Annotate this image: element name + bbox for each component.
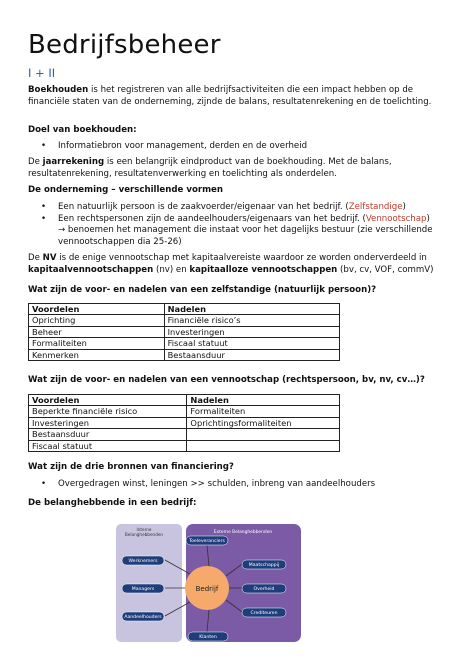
table-cell: [187, 440, 340, 451]
onderneming-list: [28, 202, 448, 248]
table-cell: [187, 429, 340, 440]
table-cell: Oprichtingsformaliteiten: [187, 417, 340, 428]
doel-heading: Doel van boekhouden:: [28, 125, 137, 135]
table-cell: Fiscaal statuut: [29, 440, 187, 451]
list-item: [28, 141, 448, 153]
externe-pill: [242, 560, 286, 569]
externe-pill: [242, 608, 286, 617]
table-vennootschap: [28, 394, 340, 452]
table-header-cell: Voordelen: [29, 304, 165, 315]
table-row: [29, 338, 340, 349]
table-header-cell: Voordelen: [29, 395, 187, 406]
interne-pill: [122, 556, 164, 565]
page-subtitle: I + II: [28, 66, 56, 80]
table-row: [29, 406, 340, 417]
nv-b1: kapitaalvennootschappen: [28, 264, 154, 275]
question-2: Wat zijn de voor- en nadelen van een vennootschap (rechtspersoon, bv, nv, cv…)?: [28, 375, 425, 385]
table-row: [29, 315, 340, 326]
externe-pill-label: Maatschappij: [248, 563, 280, 569]
interne-pill: [122, 584, 164, 593]
doel-item-text: Informatiebron voor management, derden en de overheid: [58, 141, 308, 151]
nv-pre: De: [28, 253, 43, 263]
externe-pill-label: Crediteuren: [250, 611, 278, 617]
item1-red: Zelfstandige: [348, 202, 403, 212]
table-cell: Formaliteiten: [187, 406, 340, 417]
interne-title-line1: Interne: [136, 527, 152, 532]
table-row: [29, 349, 340, 360]
page-title: Bedrijfsbeheer: [28, 30, 221, 60]
nv-mid2: (nv) en: [153, 264, 190, 275]
nv-b2: kapitaalloze vennootschappen: [189, 264, 338, 275]
externe-pill: [242, 584, 286, 593]
nv-mid: is de enige vennootschap met kapitaalvereiste waardoor ze worden onderverdeeld in: [56, 253, 427, 263]
interne-pill-label: Werknemers: [128, 559, 158, 565]
bullet-icon: •: [41, 213, 47, 224]
externe-pill-label: Overheid: [253, 587, 275, 593]
bullet-icon: •: [41, 202, 47, 212]
jaarrekening-term: jaarrekening: [42, 157, 105, 167]
financiering-list: [28, 479, 448, 491]
externe-pill-label: Klanten: [199, 635, 217, 641]
question-3: Wat zijn de drie bronnen van financiering?: [28, 462, 234, 472]
interne-pill-label: Managers: [131, 587, 155, 593]
stakeholder-diagram: [116, 524, 301, 642]
question-4: De belanghebbende in een bedrijf:: [28, 498, 197, 508]
table-cell: Formaliteiten: [29, 338, 165, 349]
table-header-row: [29, 304, 340, 315]
interne-pill: [122, 612, 164, 621]
interne-panel: [116, 524, 182, 642]
nv-paragraph: [28, 253, 448, 276]
intro-text: is het registreren van alle bedrijfsactiviteiten die een impact hebben op de financiële staten van de onderneming, zijnde de balans, resultatenrekening en de toelichting.: [28, 85, 432, 107]
financiering-item: Overgedragen winst, leningen >> schulden, inbreng van aandeelhouders: [58, 479, 376, 489]
table-cell: Investeringen: [164, 326, 339, 337]
externe-pill: [188, 632, 228, 641]
table-header-cell: Nadelen: [164, 304, 339, 315]
nv-end: (bv, cv, VOF, commV): [337, 264, 434, 275]
jaarrekening-pre: De: [28, 157, 43, 167]
jaarrekening-text: is een belangrijk eindproduct van de boekhouding. Met de balans, resultatenrekening, resultatenverwerking en toelichting als onderdelen.: [28, 157, 392, 179]
nv-term: NV: [42, 253, 57, 263]
table-cell: Beheer: [29, 326, 165, 337]
list-item: [28, 202, 448, 214]
table-header-row: [29, 395, 340, 406]
item2-sub: benoemen het management die instaat voor het dagelijks bestuur (zie verschillende vennootschappen dia 25-26): [58, 225, 433, 247]
center-label: Bedrijf: [195, 585, 219, 593]
table-row: [29, 417, 340, 428]
table-row: [29, 326, 340, 337]
table-cell: Kenmerken: [29, 349, 165, 360]
externe-pill-label: Toeleveranciers: [189, 539, 225, 545]
item2-red: Vennootschap: [365, 213, 427, 224]
externe-pill: [186, 536, 228, 545]
table-cell: Oprichting: [29, 315, 165, 326]
interne-title-line2: Belanghebbenden: [124, 532, 164, 537]
table-cell: Bestaansduur: [29, 429, 187, 440]
item2-end: ): [426, 213, 430, 224]
item1-text: Een natuurlijk persoon is de zaakvoerder/eigenaar van het bedrijf. (: [58, 202, 349, 212]
interne-pill-label: Aandeelhouders: [124, 615, 162, 621]
intro-term: Boekhouden: [28, 85, 89, 95]
externe-title: Externe Belanghebbenden: [213, 530, 273, 535]
table-row: [29, 440, 340, 451]
bullet-icon: •: [41, 141, 47, 151]
arrow-icon: →: [58, 225, 66, 236]
table-cell: Beperkte financiële risico: [29, 406, 187, 417]
intro-paragraph: [28, 85, 448, 108]
table-cell: Bestaansduur: [164, 349, 339, 360]
table-cell: Financiële risico’s: [164, 315, 339, 326]
list-item: [28, 214, 448, 249]
jaarrekening-paragraph: [28, 157, 448, 180]
bullet-icon: •: [41, 479, 47, 489]
table-cell: Fiscaal statuut: [164, 338, 339, 349]
question-1: Wat zijn de voor- en nadelen van een zelfstandige (natuurlijk persoon)?: [28, 285, 377, 295]
doel-list: [28, 141, 448, 153]
onderneming-heading: De onderneming – verschillende vormen: [28, 185, 223, 195]
item2-text: Een rechtspersonen zijn de aandeelhouders/eigenaars van het bedrijf. (: [58, 213, 366, 224]
item1-end: ): [402, 202, 406, 212]
list-item: [28, 479, 448, 491]
table-cell: Investeringen: [29, 417, 187, 428]
table-row: [29, 429, 340, 440]
table-header-cell: Nadelen: [187, 395, 340, 406]
table-zelfstandige: [28, 303, 340, 361]
